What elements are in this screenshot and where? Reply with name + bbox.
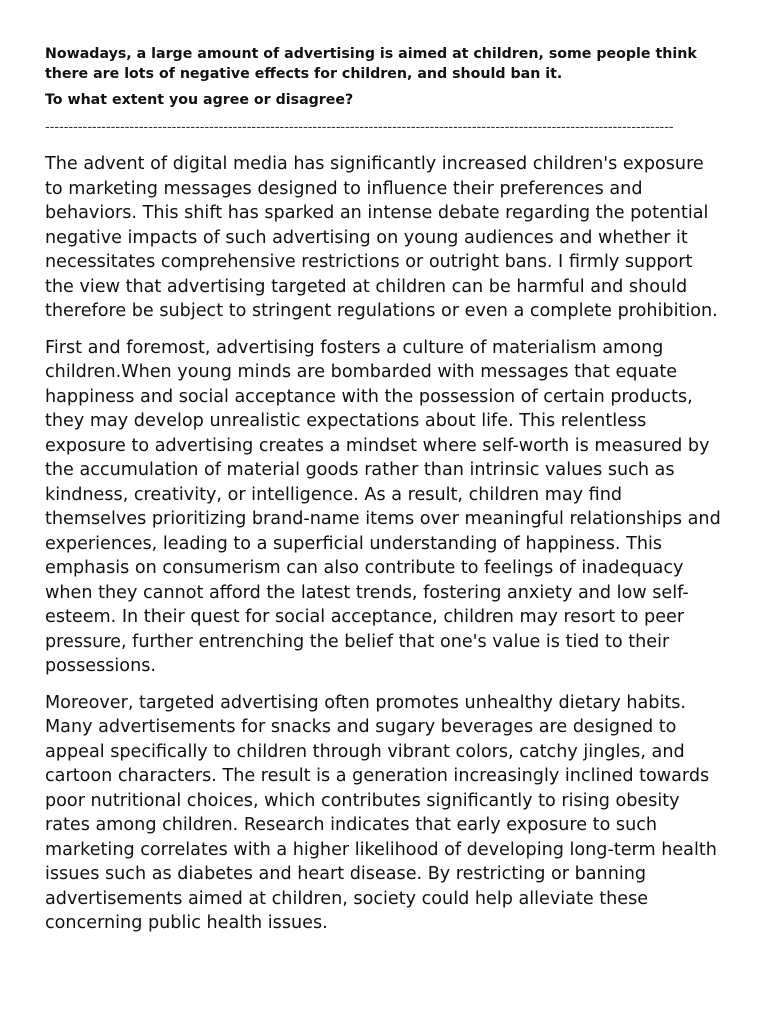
paragraph-dietary-habits: Moreover, targeted advertising often promotes unhealthy dietary habits. Many advertisements for snacks and sugary beverages are designed to appeal specifically to children through vibrant colors, catchy jingles, and cartoon characters. The result is a generation increasingly inclined towards poor nutritional choices, which contributes significantly to rising obesity rates among children. Research indicates that early exposure to such marketing correlates with a higher likelihood of developing long-term health issues such as diabetes and heart disease. By restricting or banning advertisements aimed at children, society could help alleviate these concerning public health issues. bbox=[45, 692, 717, 933]
essay-prompt: Nowadays, a large amount of advertising is aimed at children, some people think there are lots of negative effects for children, and should ban it. bbox=[45, 46, 697, 82]
document-page bbox=[45, 44, 722, 948]
divider-line: -------------------------------------------------------------------------------------------------------------------------------------- bbox=[45, 120, 674, 135]
paragraph-materialism: First and foremost, advertising fosters a culture of materialism among children.When young minds are bombarded with messages that equate happiness and social acceptance with the possession of certain products, they may develop unrealistic expectations about life. This relentless exposure to advertising creates a mindset where self-worth is measured by the accumulation of material goods rather than intrinsic values such as kindness, creativity, or intelligence. As a result, children may find themselves prioritizing brand-name items over meaningful relationships and experiences, leading to a superficial understanding of happiness. This emphasis on consumerism can also contribute to feelings of inadequacy when they cannot afford the latest trends, fostering anxiety and low self-esteem. In their quest for social acceptance, children may resort to peer pressure, further entrenching the belief that one's value is tied to their possessions. bbox=[45, 337, 721, 676]
essay-question: To what extent you agree or disagree? bbox=[45, 92, 354, 108]
paragraph-introduction: The advent of digital media has significantly increased children's exposure to marketing messages designed to influence their preferences and behaviors. This shift has sparked an intense debate regarding the potential negative impacts of such advertising on young audiences and whether it necessitates comprehensive restrictions or outright bans. I firmly support the view that advertising targeted at children can be harmful and should therefore be subject to stringent regulations or even a complete prohibition. bbox=[45, 154, 718, 321]
